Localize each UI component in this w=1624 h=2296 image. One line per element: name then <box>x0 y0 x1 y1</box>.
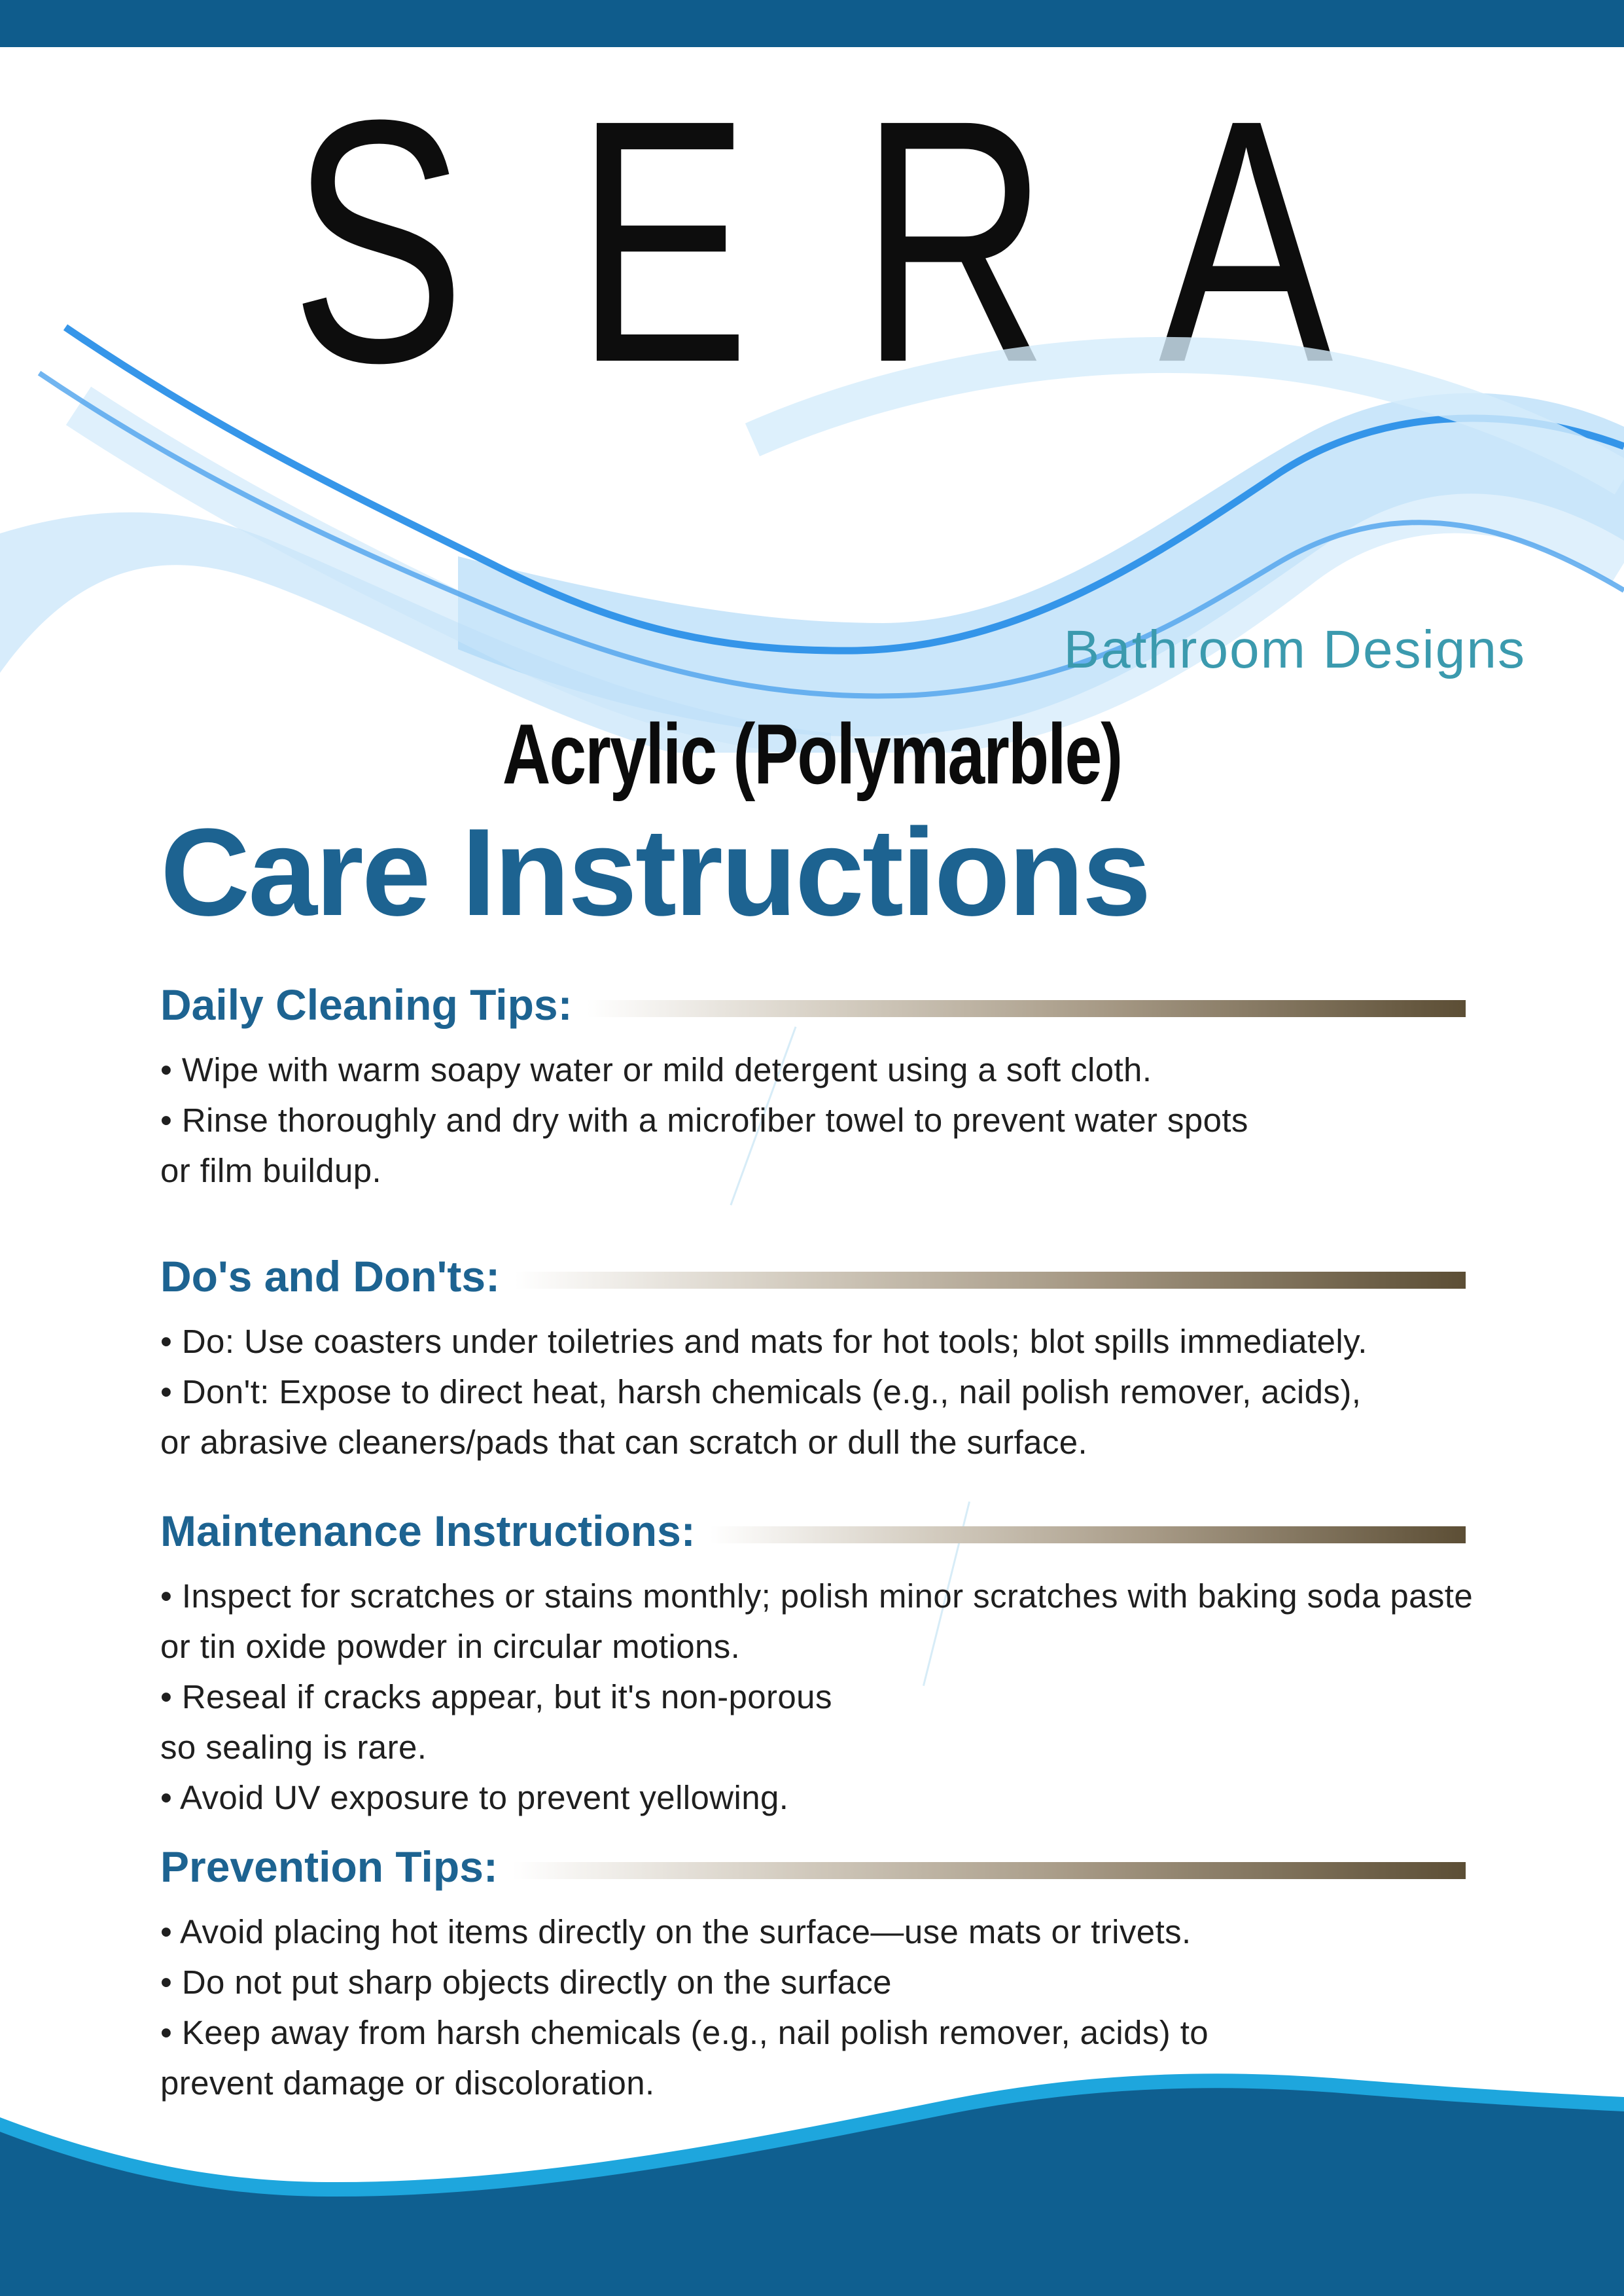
section-title: Prevention Tips: <box>160 1842 498 1891</box>
page-title: Care Instructions <box>160 803 1150 942</box>
bullet-line: • Wipe with warm soapy water or mild detergent using a soft cloth. <box>160 1050 1152 1088</box>
product-subtitle: Acrylic (Polymarble) <box>502 706 1122 802</box>
section-maintenance-instructions <box>160 1506 1474 1823</box>
bullet-line-continuation: or film buildup. <box>160 1151 382 1189</box>
section-header <box>160 980 1466 1030</box>
bullet-line: • Rinse thoroughly and dry with a microfiber towel to prevent water spots <box>160 1101 1248 1139</box>
bullet-line: • Reseal if cracks appear, but it's non-porous <box>160 1677 832 1715</box>
section-header <box>160 1507 1466 1556</box>
bullet-line: • Do: Use coasters under toiletries and mats for hot tools; blot spills immediately. <box>160 1322 1368 1360</box>
bottom-wave-dark-layer <box>0 2088 1624 2296</box>
section-title: Maintenance Instructions: <box>160 1506 696 1555</box>
bullet-line-continuation: prevent damage or discoloration. <box>160 2064 655 2102</box>
decorative-wave-graphic <box>0 281 1624 753</box>
top-bar <box>0 0 1624 47</box>
section-gradient-rule <box>514 1272 1466 1289</box>
section-gradient-rule <box>512 1862 1466 1879</box>
section-gradient-rule <box>587 1000 1466 1017</box>
bullet-line-continuation: or abrasive cleaners/pads that can scratch or dull the surface. <box>160 1423 1088 1461</box>
bullet-line: • Avoid UV exposure to prevent yellowing. <box>160 1778 789 1816</box>
section-title: Daily Cleaning Tips: <box>160 980 573 1029</box>
bullet-line: • Don't: Expose to direct heat, harsh chemicals (e.g., nail polish remover, acids), <box>160 1372 1362 1410</box>
section-gradient-rule <box>710 1526 1466 1543</box>
bullet-line-continuation: or tin oxide powder in circular motions. <box>160 1627 741 1665</box>
section-dos-and-donts <box>160 1252 1466 1467</box>
section-daily-cleaning-tips <box>160 980 1466 1196</box>
bottom-wave-graphic <box>0 2047 1624 2296</box>
bullet-line-continuation: so sealing is rare. <box>160 1728 427 1766</box>
bullet-line: • Keep away from harsh chemicals (e.g., nail polish remover, acids) to <box>160 2013 1209 2051</box>
section-header <box>160 1252 1466 1302</box>
bullet-line: • Avoid placing hot items directly on the surface—use mats or trivets. <box>160 1912 1192 1950</box>
brand-tagline: Bathroom Designs <box>1063 620 1526 679</box>
section-header <box>160 1842 1466 1892</box>
care-sections <box>160 980 1474 2108</box>
bullet-line: • Do not put sharp objects directly on the surface <box>160 1963 892 2001</box>
logo-text: SERA <box>291 48 1443 435</box>
section-title: Do's and Don'ts: <box>160 1251 501 1300</box>
bullet-line: • Inspect for scratches or stains monthly; polish minor scratches with baking soda paste <box>160 1577 1474 1615</box>
